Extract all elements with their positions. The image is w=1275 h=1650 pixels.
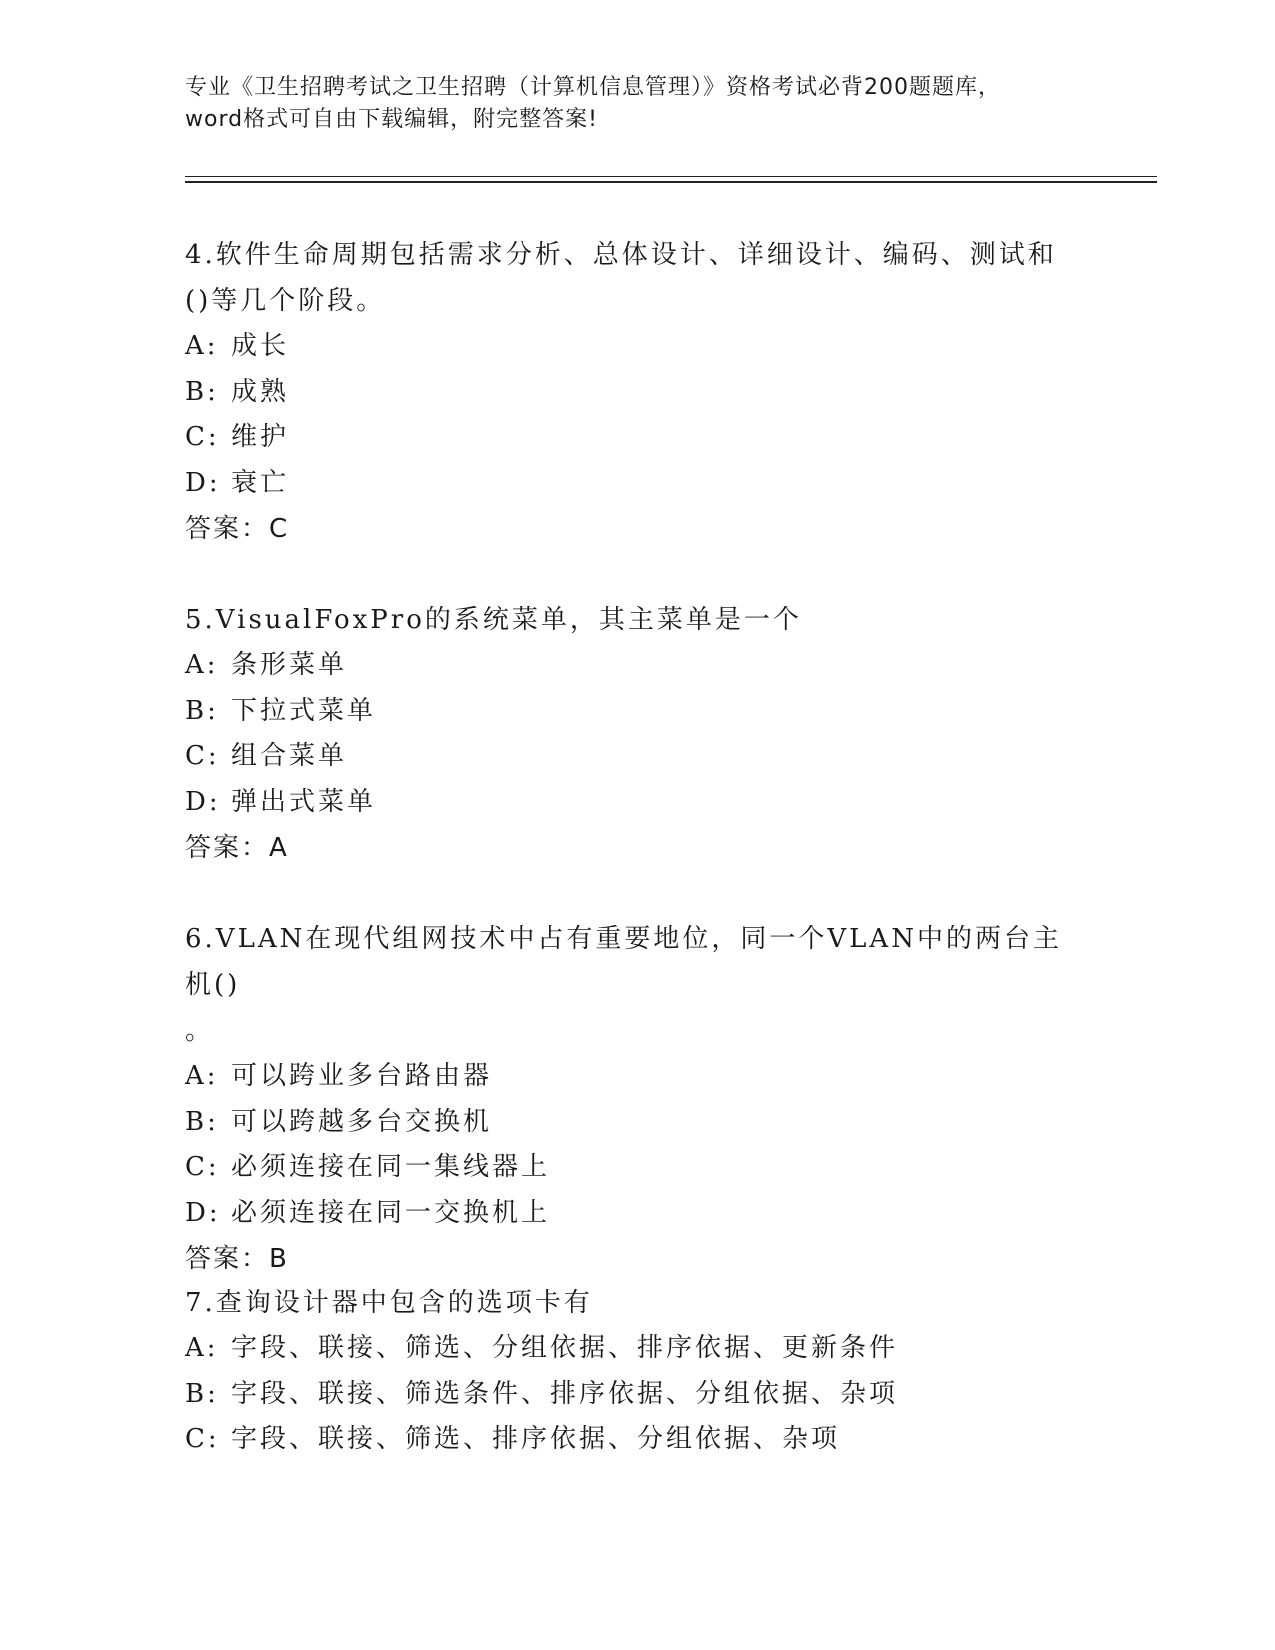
option-text: 衰亡 <box>231 467 290 498</box>
option-text: 弹出式菜单 <box>231 786 377 817</box>
option-text: 必须连接在同一交换机上 <box>231 1197 551 1228</box>
option-key: A: <box>185 1333 219 1363</box>
option-key: B: <box>185 1378 219 1409</box>
answer: 答案：A <box>185 833 289 863</box>
option-key: D: <box>185 1197 221 1228</box>
option-d <box>185 780 1085 826</box>
question-6 <box>185 916 1085 1282</box>
header-line-2: word格式可自由下载编辑，附完整答案! <box>185 107 598 132</box>
option-text: 维护 <box>231 422 290 452</box>
option-key: B: <box>185 376 219 407</box>
option-a <box>185 324 1085 370</box>
option-key: C: <box>185 422 220 452</box>
header-line-1: 专业《卫生招聘考试之卫生招聘（计算机信息管理）》资格考试必背200题题库， <box>185 75 1001 100</box>
question-stem-continued: 。 <box>185 1016 215 1046</box>
option-key: C: <box>185 1152 220 1182</box>
option-key: A: <box>185 650 219 680</box>
header-divider-top <box>185 176 1157 177</box>
answer: 答案：C <box>185 514 290 544</box>
option-text: 可以跨业多台路由器 <box>231 1061 493 1091</box>
option-d <box>185 461 1085 507</box>
option-key: B: <box>185 695 219 726</box>
question-stem: 7.查询设计器中包含的选项卡有 <box>185 1288 593 1318</box>
option-c <box>185 415 1085 461</box>
option-a <box>185 1326 1085 1372</box>
option-key: C: <box>185 1424 220 1454</box>
option-text: 字段、联接、筛选条件、排序依据、分组依据、杂项 <box>231 1378 899 1409</box>
question-5 <box>185 597 1085 871</box>
option-key: A: <box>185 1061 219 1091</box>
option-b <box>185 1100 1085 1146</box>
option-b <box>185 1372 1085 1418</box>
question-7 <box>185 1280 1085 1463</box>
option-text: 成长 <box>231 331 290 361</box>
option-b <box>185 689 1085 735</box>
option-key: B: <box>185 1106 219 1137</box>
option-text: 字段、联接、筛选、分组依据、排序依据、更新条件 <box>231 1333 899 1363</box>
header-divider-bottom <box>185 181 1157 183</box>
option-c <box>185 734 1085 780</box>
option-text: 条形菜单 <box>231 650 348 680</box>
option-text: 组合菜单 <box>231 741 348 771</box>
answer: 答案：B <box>185 1244 289 1274</box>
option-text: 字段、联接、筛选、排序依据、分组依据、杂项 <box>231 1424 841 1454</box>
option-c <box>185 1145 1085 1191</box>
option-key: D: <box>185 786 221 817</box>
option-key: A: <box>185 331 219 361</box>
question-4 <box>185 232 1085 552</box>
option-c <box>185 1417 1085 1463</box>
option-a <box>185 643 1085 689</box>
option-text: 可以跨越多台交换机 <box>231 1106 493 1137</box>
question-stem-continued: ()等几个阶段。 <box>185 286 386 316</box>
option-text: 成熟 <box>231 376 290 407</box>
option-d <box>185 1191 1085 1237</box>
question-stem: 6.VLAN在现代组网技术中占有重要地位，同一个VLAN中的两台主机() <box>185 924 1062 1000</box>
question-stem: 4.软件生命周期包括需求分析、总体设计、详细设计、编码、测试和 <box>185 240 1057 270</box>
option-a <box>185 1054 1085 1100</box>
option-text: 必须连接在同一集线器上 <box>231 1152 551 1182</box>
option-key: D: <box>185 467 221 498</box>
question-stem: 5.VisualFoxPro的系统菜单，其主菜单是一个 <box>185 605 802 635</box>
document-header <box>185 72 1085 136</box>
option-text: 下拉式菜单 <box>231 695 377 726</box>
option-b <box>185 370 1085 416</box>
option-key: C: <box>185 741 220 771</box>
